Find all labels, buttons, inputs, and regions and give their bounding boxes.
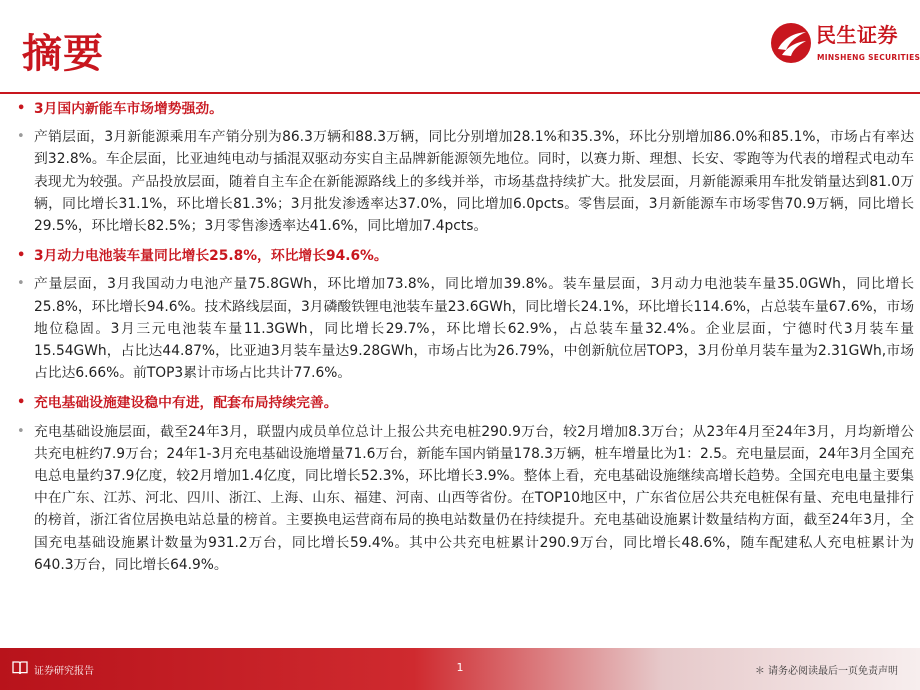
company-logo (770, 22, 920, 70)
paragraph-ev-market (14, 126, 914, 237)
bullet: • (17, 395, 26, 411)
disclaimer-note: ＊ 请务必阅读最后一页免责声明 (754, 666, 898, 677)
footer-bar (0, 648, 920, 690)
page-title: 摘要 (22, 31, 104, 77)
paragraph-battery (14, 273, 914, 384)
logo-english-name: MINSHENG SECURITIES (817, 53, 920, 62)
bullet: • (17, 276, 25, 292)
section-heading-ev-market (14, 98, 914, 120)
section-heading-battery (14, 245, 914, 267)
paragraph-charging (14, 421, 914, 576)
title-divider (0, 92, 920, 94)
page-number: 1 (456, 661, 464, 674)
bullet: • (17, 101, 26, 116)
heading-text: 3月国内新能车市场增势强劲。 (34, 101, 223, 117)
bullet: • (17, 248, 26, 264)
logo-chinese-name: 民生证券 (816, 23, 898, 47)
section-heading-charging (14, 392, 914, 414)
summary-content (14, 98, 914, 576)
paragraph-text: 充电基础设施层面，截至24年3月，联盟内成员单位总计上报公共充电桩290.9万台，较2月增加8.3万台；从23年4月至24年3月，月均新增公共充电桩约7.9万台；24年1-3月充电基础设施增量71.6万台，新能车国内销量178.3万辆，桩车增量比为1：2.5。充电量层面，24年3月全国充电总电量约37.9亿度，较2月增加1.4亿度，同比增长52.3%，环比增长3.9%。整体上看，充电基础设施继续高增长趋势。全国充电电量主要集中在广东、江苏、河北、四川、浙江、上海、山东、福建、河南、山西等省份。在TOP10地区中，广东省位居公共充电桩保有量、充电电量排行的榜首，浙江省位居换电站总量的榜首。主要换电运营商布局的换电站数量仍在持续提升。充电基础设施累计数量结构方面，截至24年3月，全国充电基础设施累计数量为931.2万台，同比增长59.4%。其中公共充电桩累计290.9万台，同比增长48.6%，随车配建私人充电桩累计为640.3万台，同比增长64.9%。 (34, 423, 914, 573)
footer-report-label: 证券研究报告 (34, 666, 94, 677)
heading-text: 充电基础设施建设稳中有进，配套布局持续完善。 (34, 395, 338, 412)
book-icon (12, 661, 28, 675)
paragraph-text: 产量层面，3月我国动力电池产量75.8GWh，环比增加73.8%，同比增加39.8%。装车量层面，3月动力电池装车量35.0GWh，同比增长25.8%，环比增长94.6%。技术路线层面，3月磷酸铁锂电池装车量23.6GWh，同比增长24.1%，环比增长114.6%，占总装车量67.6%，市场地位稳固。3月三元电池装车量11.3GWh，同比增长29.7%，环比增长62.9%，占总装车量32.4%。企业层面，宁德时代3月装车量15.54GWh，占比达44.87%，比亚迪3月装车量达9.28GWh，市场占比为26.79%，中创新航位居TOP3，3月份单月装车量为2.31GWh,市场占比达6.66%。前TOP3累计市场占比共计77.6%。 (34, 276, 914, 382)
minsheng-swoosh-logo-icon (770, 22, 812, 64)
bullet: • (17, 423, 25, 439)
bullet: • (17, 129, 25, 145)
heading-text: 3月动力电池装车量同比增长25.8%，环比增长94.6%。 (34, 248, 388, 265)
paragraph-text: 产销层面，3月新能源乘用车产销分别为86.3万辆和88.3万辆，同比分别增加28.1%和35.3%，环比分别增加86.0%和85.1%，市场占有率达到32.8%。车企层面，比亚迪纯电动与插混双驱动夯实自主品牌新能源领先地位。同时，以赛力斯、理想、长安、零跑等为代表的增程式电动车表现尤为较强。产品投放层面，随着自主车企在新能源路线上的多线并举，市场基盘持续扩大。批发层面，月新能源乘用车批发销量达到81.0万辆，同比增长31.1%，环比增长81.3%；3月批发渗透率达37.0%，同比增加6.0pcts。零售层面，3月新能源车市场零售70.9万辆，同比增长29.5%，环比增长82.5%；3月零售渗透率达41.6%，同比增加7.4pcts。 (34, 129, 914, 235)
